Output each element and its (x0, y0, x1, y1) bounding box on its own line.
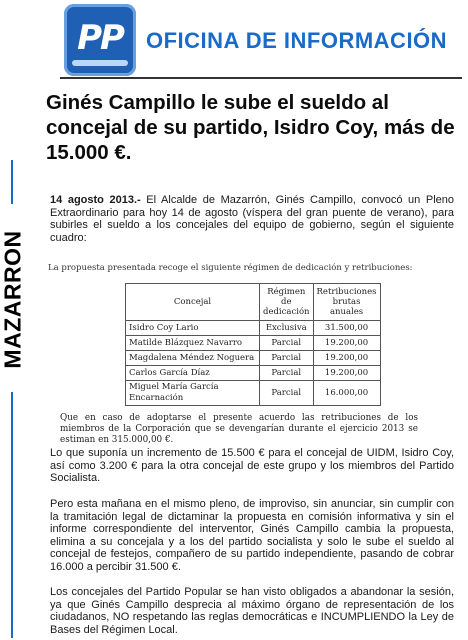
table-row (126, 381, 381, 406)
cell-amount: 19.200,00 (313, 366, 380, 381)
cell-name: Isidro Coy Lario (126, 321, 260, 336)
header-concejal: Concejal (126, 284, 260, 321)
intro-text: El Alcalde de Mazarrón, Ginés Campillo, convocó un Pleno Extraordinario para hoy 14 de agosto (víspera del gran puente de verano), para subirles el sueldo a los concejales del equipo de gobierno, según el siguiente cuadro: (50, 194, 455, 244)
cell-regime: Parcial (260, 351, 314, 366)
header-divider (60, 77, 462, 79)
cell-name: Matilde Blázquez Navarro (126, 336, 260, 351)
paragraph-increase: Lo que suponía un incremento de 15.500 € para el concejal de UIDM, Isidro Coy, así como 3.200 € para la otra concejal de este grupo y los miembros del Partido Socialista. (50, 447, 454, 485)
cell-regime: Parcial (260, 336, 314, 351)
sidebar-location: MAZARRON (0, 230, 26, 369)
sidebar (0, 208, 26, 388)
cell-name: Carlos García Díaz (126, 366, 260, 381)
table-header-row (126, 284, 381, 321)
pp-logo (64, 4, 136, 76)
cell-regime: Parcial (260, 381, 314, 406)
cell-name: Magdalena Méndez Noguera (126, 351, 260, 366)
table-row (126, 366, 381, 381)
salary-table (125, 283, 381, 406)
paragraph-proposal-change: Pero esta mañana en el mismo pleno, de improviso, sin anunciar, sin cumplir con la tramitación legal de dictaminar la propuesta en comisión informativa y sin el informe correspondiente del interventor, Ginés Campillo cambia la propuesta, elimina a su concejala y a los del partido socialista y solo le sube el sueldo al concejal de festejos, compañero de su partido independiente, pasando de cobrar 16.000 a percibir 31.500 €. (50, 498, 454, 573)
cell-regime: Exclusiva (260, 321, 314, 336)
header-regimen: Régimen de dedicación (260, 284, 314, 321)
cell-amount: 19.200,00 (313, 336, 380, 351)
table-row (126, 351, 381, 366)
scan-title: La propuesta presentada recoge el siguiente régimen de dedicación y retribuciones: (48, 263, 413, 273)
office-title: OFICINA DE INFORMACIÓN (146, 28, 448, 53)
header-retribuciones: Retribuciones brutas anuales (313, 284, 380, 321)
table-row (126, 336, 381, 351)
intro-paragraph (50, 194, 454, 244)
cell-name: Miguel María García Encarnación (126, 381, 260, 406)
cell-amount: 31.500,00 (313, 321, 380, 336)
cell-amount: 19.200,00 (313, 351, 380, 366)
headline: Ginés Campillo le sube el sueldo al concejal de su partido, Isidro Coy, más de 15.000 €. (46, 91, 455, 164)
sidebar-line-bottom (11, 392, 13, 638)
cell-regime: Parcial (260, 366, 314, 381)
logo-swoosh (72, 60, 128, 66)
cell-amount: 16.000,00 (313, 381, 380, 406)
scan-note: Que en caso de adoptarse el presente acuerdo las retribuciones de los miembros de la Corporación que se devengarían durante el ejercicio 2013 se estiman en 315.000,00 €. (60, 413, 418, 445)
table-row (126, 321, 381, 336)
sidebar-line-top (11, 160, 13, 204)
logo-text: PP (77, 18, 123, 58)
paragraph-walkout: Los concejales del Partido Popular se han visto obligados a abandonar la sesión, ya que Ginés Campillo desprecia al máximo órgano de representación de los ciudadanos, NO respetando las reglas democráticas e INCUMPLIENDO la Ley de Bases del Régimen Local. (50, 586, 454, 636)
intro-date: 14 agosto 2013.- (50, 194, 141, 206)
